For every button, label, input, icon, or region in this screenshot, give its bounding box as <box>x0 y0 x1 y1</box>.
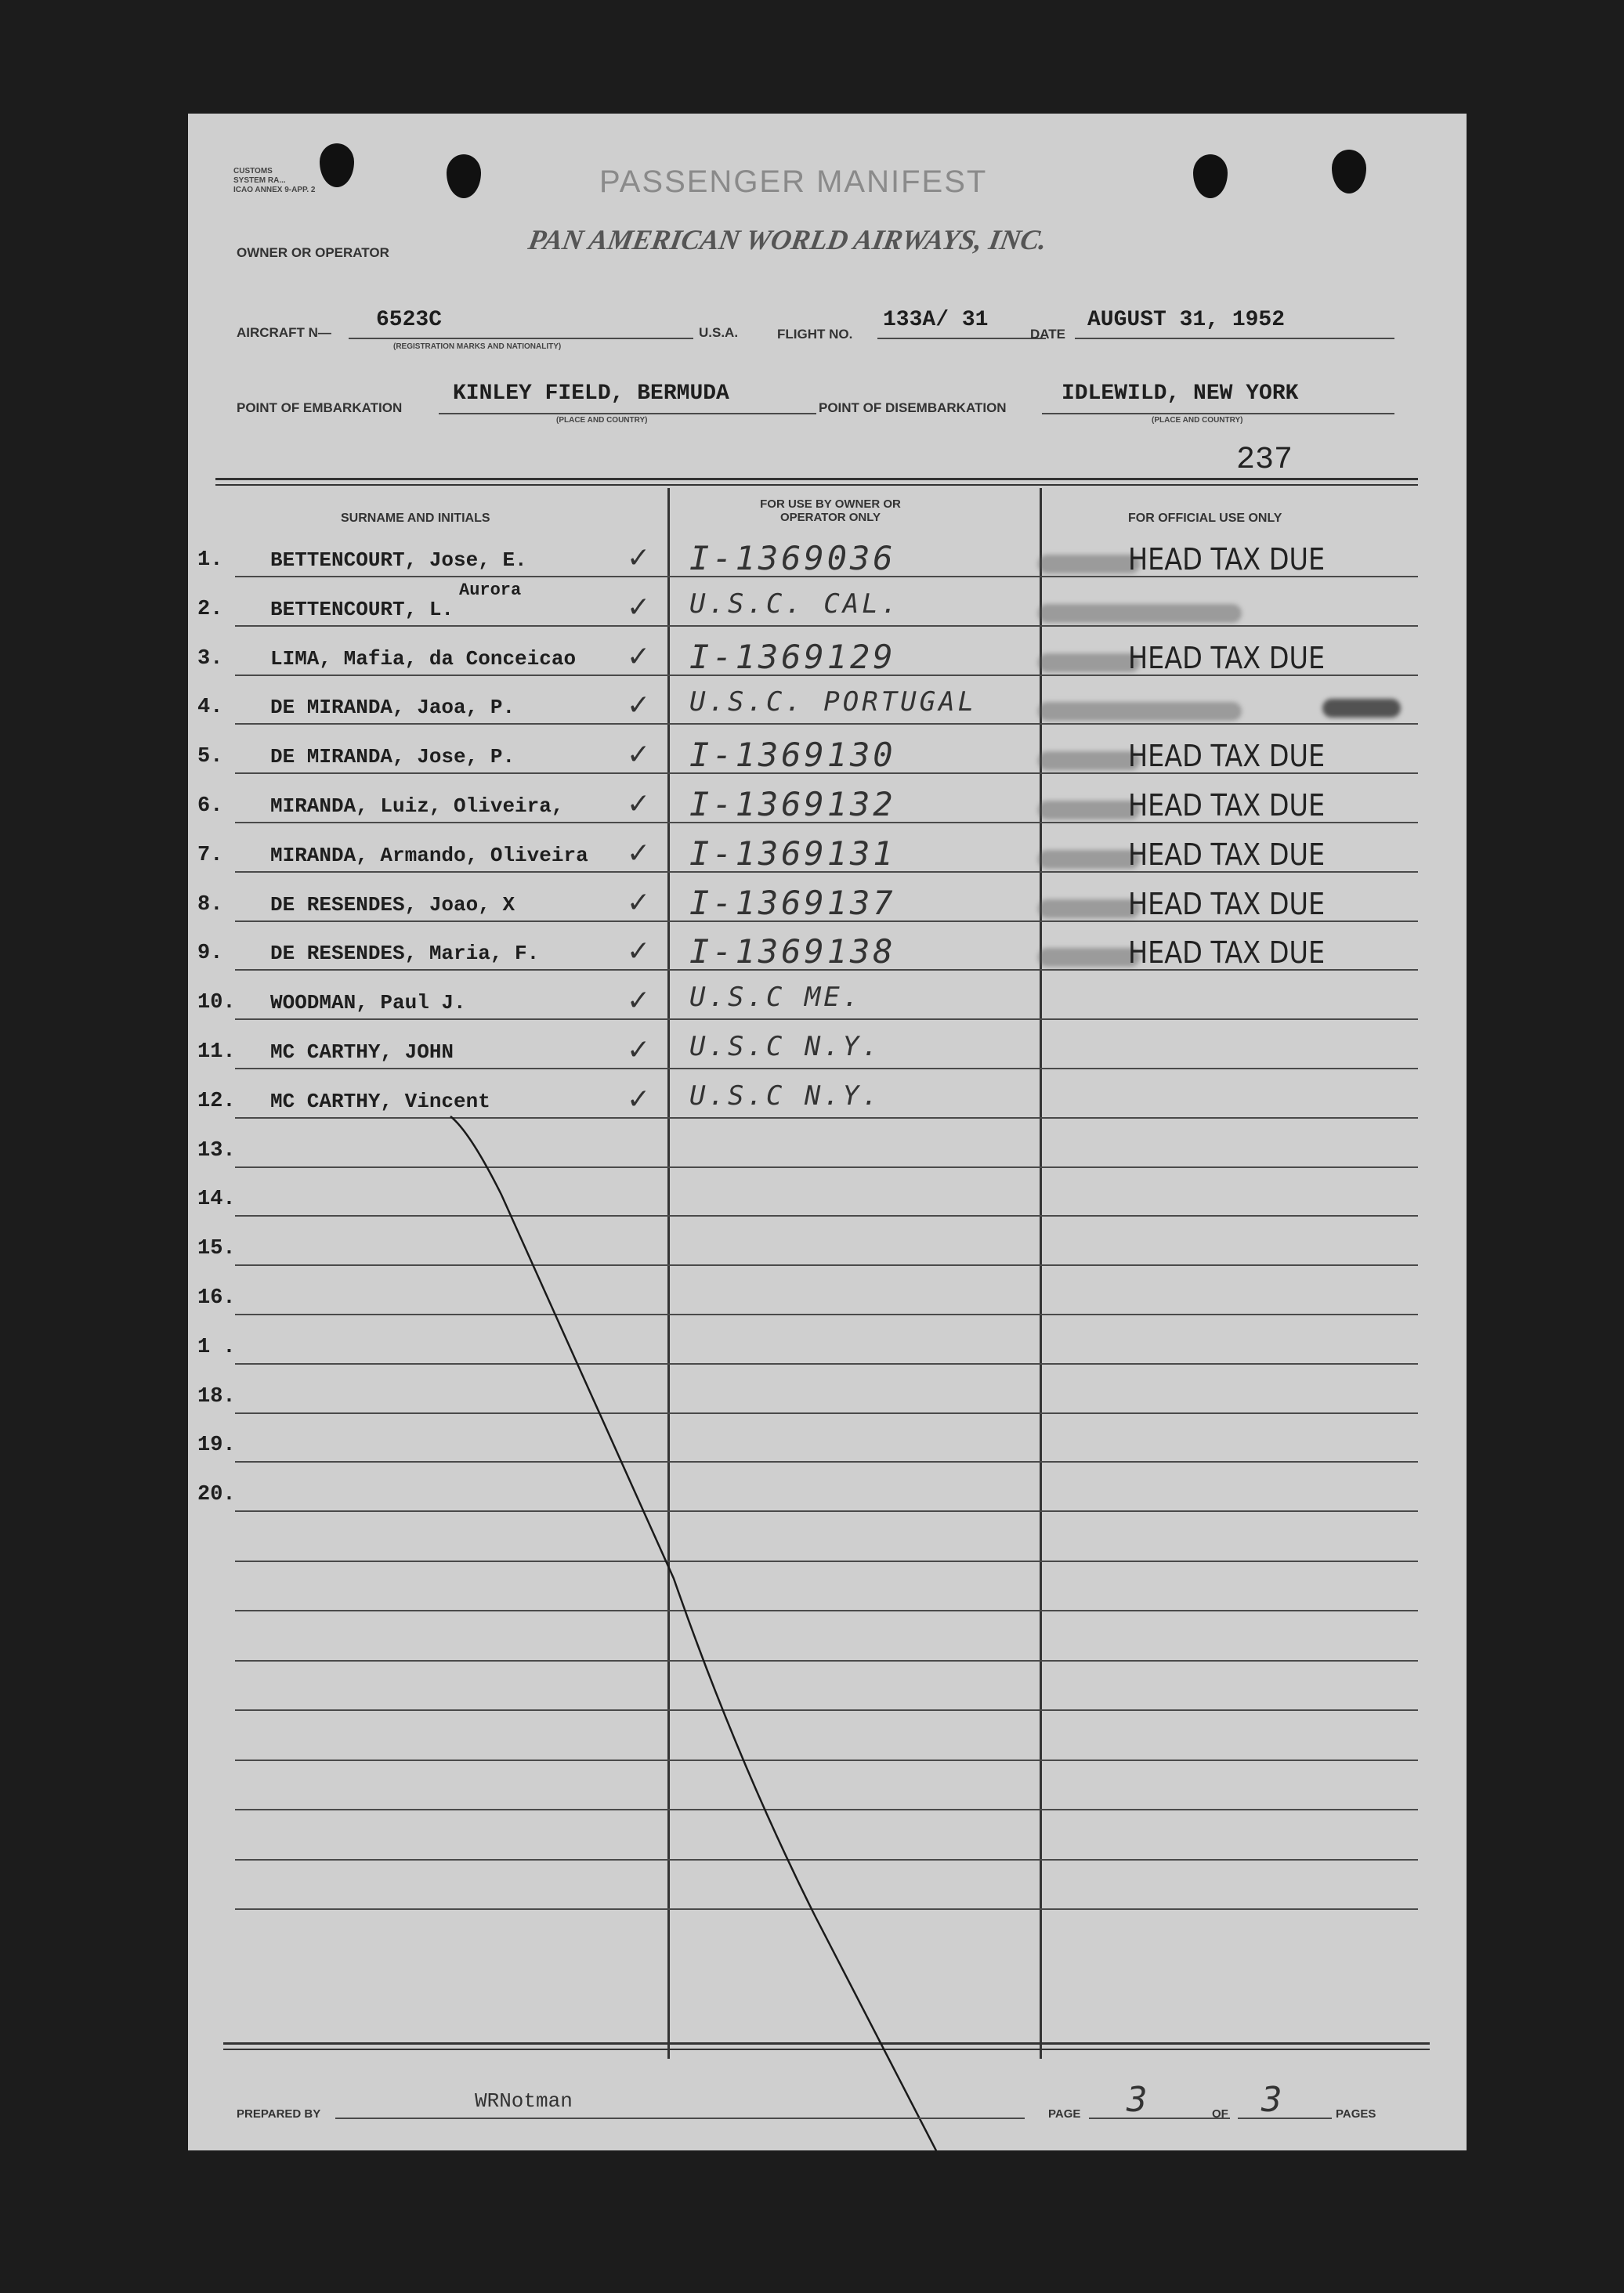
owner-entry: U.S.C. CAL. <box>689 588 901 620</box>
row-number: 8. <box>197 892 223 917</box>
column-header-surname: SURNAME AND INITIALS <box>341 512 490 525</box>
embark-underline <box>439 413 816 414</box>
header-rule-bottom <box>215 484 1418 486</box>
passenger-name: LIMA, Mafia, da Conceicao <box>270 646 577 671</box>
owner-entry: I-1369138 <box>689 932 896 971</box>
check-mark-icon: ✓ <box>627 985 651 1018</box>
check-mark-icon: ✓ <box>627 640 651 673</box>
row-number: 10. <box>197 991 236 1015</box>
flight-underline <box>877 338 1046 339</box>
aircraft-label: AIRCRAFT N— <box>237 325 331 340</box>
disembark-label: POINT OF DISEMBARKATION <box>819 400 1007 415</box>
header-rule-top <box>215 478 1418 480</box>
check-mark-icon: ✓ <box>627 542 651 574</box>
of-label: OF <box>1212 2107 1228 2121</box>
owner-entry: U.S.C. PORTUGAL <box>689 686 978 718</box>
check-mark-icon: ✓ <box>627 935 651 968</box>
passenger-name: MC CARTHY, JOHN <box>270 1040 454 1064</box>
owner-entry: I-1369131 <box>689 834 896 873</box>
row-number: 15. <box>197 1237 236 1261</box>
owner-entry: I-1369129 <box>689 637 896 676</box>
row-rule <box>235 1709 1418 1711</box>
row-number: 3. <box>197 646 223 671</box>
row-rule <box>235 1809 1418 1810</box>
row-number: 12. <box>197 1089 236 1113</box>
row-rule <box>235 1314 1418 1315</box>
punch-hole-2 <box>447 154 481 198</box>
aircraft-underline <box>349 338 693 339</box>
check-mark-icon: ✓ <box>627 788 651 820</box>
official-entry: HEAD TAX DUE <box>1128 788 1326 823</box>
official-entry: HEAD TAX DUE <box>1128 837 1326 872</box>
stamp-smudge <box>1038 702 1242 721</box>
official-entry: HEAD TAX DUE <box>1128 739 1326 774</box>
column-header-official: FOR OFFICIAL USE ONLY <box>1128 512 1282 525</box>
passenger-name: BETTENCOURT, L. <box>270 597 454 621</box>
page-label: PAGE <box>1048 2107 1081 2121</box>
regulation-line: ICAO ANNEX 9-APP. 2 <box>233 186 316 194</box>
official-entry: HEAD TAX DUE <box>1128 935 1326 971</box>
row-number: 1. <box>197 548 223 572</box>
row-rule <box>235 1068 1418 1069</box>
row-rule <box>235 1510 1418 1512</box>
owner-entry: U.S.C ME. <box>689 982 863 1014</box>
stamp-smudge <box>1322 699 1401 718</box>
registration-note: (REGISTRATION MARKS AND NATIONALITY) <box>393 342 562 351</box>
row-number: 4. <box>197 696 223 720</box>
date-label: DATE <box>1030 327 1066 342</box>
stamp-smudge <box>1038 850 1140 869</box>
disembark-value: IDLEWILD, NEW YORK <box>1062 382 1299 406</box>
place-note-1: (PLACE AND COUNTRY) <box>556 416 648 425</box>
row-rule <box>235 1264 1418 1266</box>
prepared-label: PREPARED BY <box>237 2107 321 2121</box>
check-mark-icon: ✓ <box>627 1083 651 1116</box>
page-underline <box>1089 2118 1230 2119</box>
official-entry: HEAD TAX DUE <box>1128 640 1326 675</box>
check-mark-icon: ✓ <box>627 739 651 772</box>
aircraft-value: 6523C <box>376 308 443 332</box>
usa-label: U.S.A. <box>699 325 739 340</box>
passenger-name: DE MIRANDA, Jaoa, P. <box>270 696 515 720</box>
flight-label: FLIGHT NO. <box>777 327 853 342</box>
row-number: 5. <box>197 745 223 769</box>
row-rule <box>235 1859 1418 1861</box>
owner-entry: U.S.C N.Y. <box>689 1080 881 1112</box>
of-underline <box>1238 2118 1332 2119</box>
owner-entry: U.S.C N.Y. <box>689 1031 881 1062</box>
stamp-smudge <box>1038 555 1140 573</box>
passenger-name: MIRANDA, Luiz, Oliveira, <box>270 794 564 818</box>
passenger-name: WOODMAN, Paul J. <box>270 991 466 1015</box>
stamp-smudge <box>1038 604 1242 623</box>
punch-hole-4 <box>1332 150 1366 193</box>
date-value: AUGUST 31, 1952 <box>1087 308 1286 332</box>
passenger-name: MC CARTHY, Vincent <box>270 1089 490 1113</box>
of-value: 3 <box>1261 2080 1282 2120</box>
owner-entry: I-1369132 <box>689 785 896 823</box>
place-note-2: (PLACE AND COUNTRY) <box>1152 416 1243 425</box>
prepared-underline <box>335 2118 1025 2119</box>
row-number: 1 . <box>197 1335 236 1359</box>
disembark-underline <box>1042 413 1394 414</box>
row-rule <box>235 1117 1418 1119</box>
flight-value: 133A/ 31 <box>883 308 989 332</box>
page-value: 3 <box>1127 2080 1148 2120</box>
punch-hole-1 <box>320 143 354 187</box>
embark-value: KINLEY FIELD, BERMUDA <box>453 382 729 406</box>
embark-label: POINT OF EMBARKATION <box>237 400 403 415</box>
manifest-number: 237 <box>1236 443 1293 478</box>
stamp-smudge <box>1038 801 1140 819</box>
date-underline <box>1075 338 1394 339</box>
punch-hole-3 <box>1193 154 1228 198</box>
form-title: PASSENGER MANIFEST <box>599 165 988 199</box>
regulation-note <box>233 167 315 195</box>
row-rule <box>235 1166 1418 1168</box>
check-mark-icon: ✓ <box>627 886 651 919</box>
row-rule <box>235 723 1418 725</box>
row-number: 9. <box>197 942 223 966</box>
row-number: 6. <box>197 794 223 818</box>
passenger-name-extra: Aurora <box>459 580 522 600</box>
cancel-line <box>188 114 1467 2150</box>
row-number: 19. <box>197 1434 236 1458</box>
owner-entry: I-1369137 <box>689 883 896 922</box>
row-rule <box>235 1908 1418 1910</box>
row-rule <box>235 1018 1418 1020</box>
row-rule <box>235 1461 1418 1463</box>
row-number: 14. <box>197 1188 236 1212</box>
row-rule <box>235 1215 1418 1217</box>
stamp-smudge <box>1038 899 1140 918</box>
regulation-line: SYSTEM RA... <box>233 176 286 185</box>
footer-rule-bottom <box>223 2049 1430 2050</box>
owner-label: OWNER OR OPERATOR <box>237 245 389 260</box>
row-rule <box>235 1412 1418 1414</box>
official-entry: HEAD TAX DUE <box>1128 542 1326 577</box>
official-entry: HEAD TAX DUE <box>1128 886 1326 921</box>
passenger-name: DE MIRANDA, Jose, P. <box>270 745 515 769</box>
check-mark-icon: ✓ <box>627 689 651 722</box>
check-mark-icon: ✓ <box>627 837 651 870</box>
passenger-name: BETTENCOURT, Jose, E. <box>270 548 527 572</box>
pages-label: PAGES <box>1336 2107 1376 2121</box>
row-number: 13. <box>197 1138 236 1163</box>
check-mark-icon: ✓ <box>627 591 651 624</box>
row-number: 16. <box>197 1286 236 1310</box>
row-rule <box>235 1363 1418 1365</box>
manifest-sheet <box>188 114 1467 2150</box>
row-number: 20. <box>197 1483 236 1507</box>
owner-entry: I-1369036 <box>689 539 896 577</box>
row-rule <box>235 1610 1418 1611</box>
check-mark-icon: ✓ <box>627 1034 651 1066</box>
column-header-owner: FOR USE BY OWNER OR OPERATOR ONLY <box>760 497 901 524</box>
passenger-name: MIRANDA, Armando, Oliveira <box>270 843 588 867</box>
row-number: 11. <box>197 1040 236 1064</box>
row-rule <box>235 625 1418 627</box>
footer-rule-top <box>223 2042 1430 2045</box>
owner-value: PAN AMERICAN WORLD AIRWAYS, INC. <box>526 224 1050 255</box>
passenger-name: DE RESENDES, Joao, X <box>270 892 515 917</box>
stamp-smudge <box>1038 653 1140 672</box>
row-number: 7. <box>197 843 223 867</box>
regulation-line: CUSTOMS <box>233 167 273 175</box>
prepared-value: WRNotman <box>475 2089 573 2113</box>
row-number: 18. <box>197 1384 236 1409</box>
row-rule <box>235 1660 1418 1662</box>
passenger-name: DE RESENDES, Maria, F. <box>270 942 540 966</box>
row-rule <box>235 1760 1418 1761</box>
owner-entry: I-1369130 <box>689 736 896 775</box>
row-rule <box>235 1561 1418 1562</box>
stamp-smudge <box>1038 751 1140 770</box>
stamp-smudge <box>1038 948 1140 967</box>
row-number: 2. <box>197 597 223 621</box>
